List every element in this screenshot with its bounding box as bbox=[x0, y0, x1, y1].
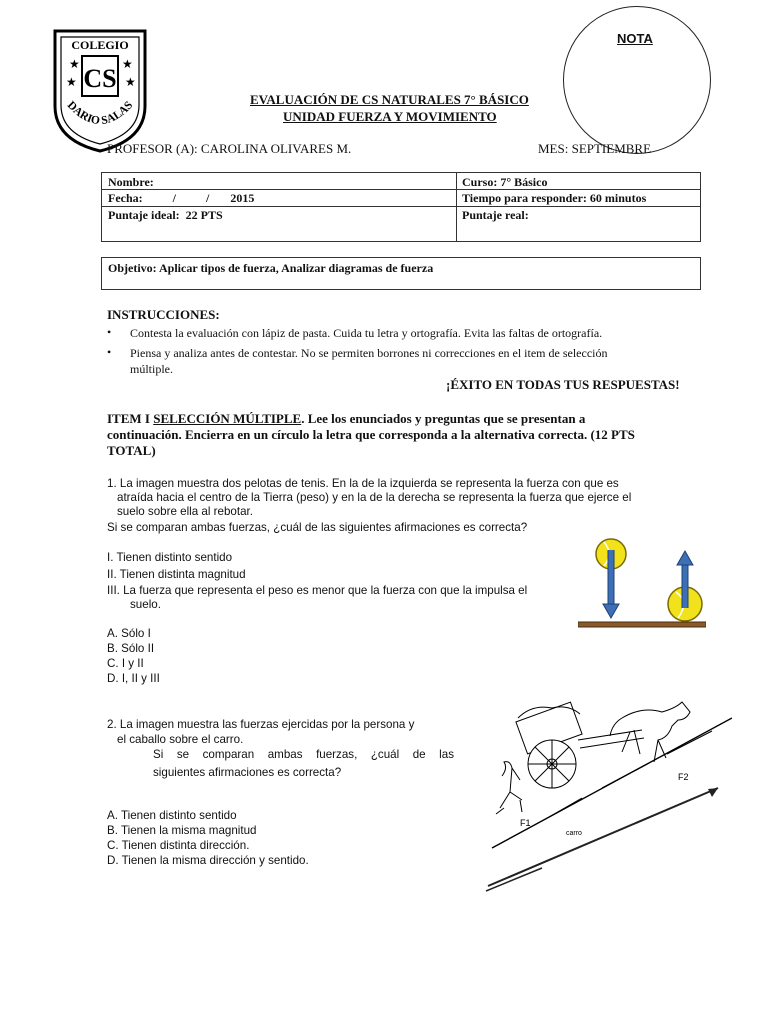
fig-label-f2: F2 bbox=[678, 772, 689, 782]
exam-subtitle: UNIDAD FUERZA Y MOVIMIENTO bbox=[283, 109, 497, 124]
item-prefix: ITEM I bbox=[107, 411, 154, 426]
crest-bottom-text: DARIO SALAS bbox=[64, 99, 136, 128]
q1-line2: atraída hacia el centro de la Tierra (peso) y en la de la derecha se representa la fuerza que ejerce el bbox=[117, 491, 632, 504]
crest-top-text: COLEGIO bbox=[71, 38, 129, 52]
q2-option-a[interactable]: A. Tienen distinto sentido bbox=[107, 809, 237, 822]
instruction-1: Contesta la evaluación con lápiz de pasta. Cuida tu letra y ortografía. Evita las faltas de ortografía. bbox=[130, 326, 603, 340]
svg-text:CS: CS bbox=[83, 64, 117, 93]
q1-statement-1: I. Tienen distinto sentido bbox=[107, 551, 233, 564]
horse-cart-figure bbox=[482, 696, 732, 896]
name-field[interactable]: Nombre: bbox=[108, 175, 154, 189]
student-info-table bbox=[101, 172, 701, 242]
q1-option-c[interactable]: C. I y II bbox=[107, 657, 144, 670]
item-instructions-3: TOTAL) bbox=[107, 443, 156, 458]
q2-option-c[interactable]: C. Tienen distinta dirección. bbox=[107, 839, 250, 852]
grade-circle[interactable] bbox=[563, 6, 711, 154]
objective-text: Objetivo: Aplicar tipos de fuerza, Analizar diagramas de fuerza bbox=[108, 261, 434, 275]
svg-text:★: ★ bbox=[122, 57, 133, 71]
bullet-icon: • bbox=[107, 345, 112, 359]
q1-option-a[interactable]: A. Sólo I bbox=[107, 627, 151, 640]
q1-option-b[interactable]: B. Sólo II bbox=[107, 642, 155, 655]
q2-option-b[interactable]: B. Tienen la misma magnitud bbox=[107, 824, 257, 837]
tennis-balls-figure bbox=[578, 534, 706, 634]
item-instructions: . Lee los enunciados y preguntas que se presentan a bbox=[301, 411, 586, 426]
course-field: Curso: 7° Básico bbox=[462, 175, 548, 189]
svg-text:★: ★ bbox=[69, 57, 80, 71]
item-title: SELECCIÓN MÚLTIPLE bbox=[153, 411, 302, 426]
q2-line1: 2. La imagen muestra las fuerzas ejercidas por la persona y bbox=[107, 718, 415, 731]
objective-box bbox=[101, 257, 701, 290]
ideal-score: Puntaje ideal: 22 PTS bbox=[108, 208, 223, 222]
fig-label-f1: F1 bbox=[520, 818, 531, 828]
date-field[interactable]: Fecha: / / 2015 bbox=[108, 191, 255, 205]
instruction-2-cont: múltiple. bbox=[130, 362, 173, 376]
instructions-title: INSTRUCCIONES: bbox=[107, 307, 220, 322]
bullet-icon: • bbox=[107, 325, 112, 339]
q1-statement-2: II. Tienen distinta magnitud bbox=[107, 568, 246, 581]
success-message: ¡ÉXITO EN TODAS TUS RESPUESTAS! bbox=[446, 377, 680, 392]
school-crest bbox=[52, 28, 148, 154]
q1-option-d[interactable]: D. I, II y III bbox=[107, 672, 160, 685]
exam-month: MES: SEPTIEMBRE bbox=[538, 141, 652, 156]
exam-title: EVALUACIÓN DE CS NATURALES 7° BÁSICO bbox=[250, 92, 529, 107]
svg-text:★: ★ bbox=[66, 75, 77, 89]
grade-label: NOTA bbox=[617, 31, 653, 46]
q1-question: Si se comparan ambas fuerzas, ¿cuál de las siguientes afirmaciones es correcta? bbox=[107, 521, 528, 534]
time-field: Tiempo para responder: 60 minutos bbox=[462, 191, 647, 205]
q1-line3: suelo sobre ella al rebotar. bbox=[117, 505, 253, 518]
svg-text:★: ★ bbox=[125, 75, 136, 89]
teacher-name: PROFESOR (A): CAROLINA OLIVARES M. bbox=[107, 141, 352, 156]
fig-label-carro: carro bbox=[566, 830, 582, 837]
instruction-2: Piensa y analiza antes de contestar. No se permiten borrones ni correcciones en el item de selección bbox=[130, 346, 608, 360]
item-instructions-2: continuación. Encierra en un círculo la letra que corresponda a la alternativa correcta. (12 PTS bbox=[107, 427, 635, 442]
q2-line4: siguientes afirmaciones es correcta? bbox=[153, 766, 342, 779]
q2-line3: Si se comparan ambas fuerzas, ¿cuál de las bbox=[153, 748, 454, 761]
q1-statement-3-cont: suelo. bbox=[130, 598, 161, 611]
item-heading bbox=[107, 411, 693, 459]
q1-line1: 1. La imagen muestra dos pelotas de tenis. En la de la izquierda se representa la fuerza con que es bbox=[107, 477, 619, 490]
real-score-field[interactable]: Puntaje real: bbox=[462, 208, 529, 222]
q2-line2: el caballo sobre el carro. bbox=[117, 733, 244, 746]
q1-statement-3: III. La fuerza que representa el peso es menor que la fuerza con que la impulsa el bbox=[107, 584, 528, 597]
q2-option-d[interactable]: D. Tienen la misma dirección y sentido. bbox=[107, 854, 309, 867]
